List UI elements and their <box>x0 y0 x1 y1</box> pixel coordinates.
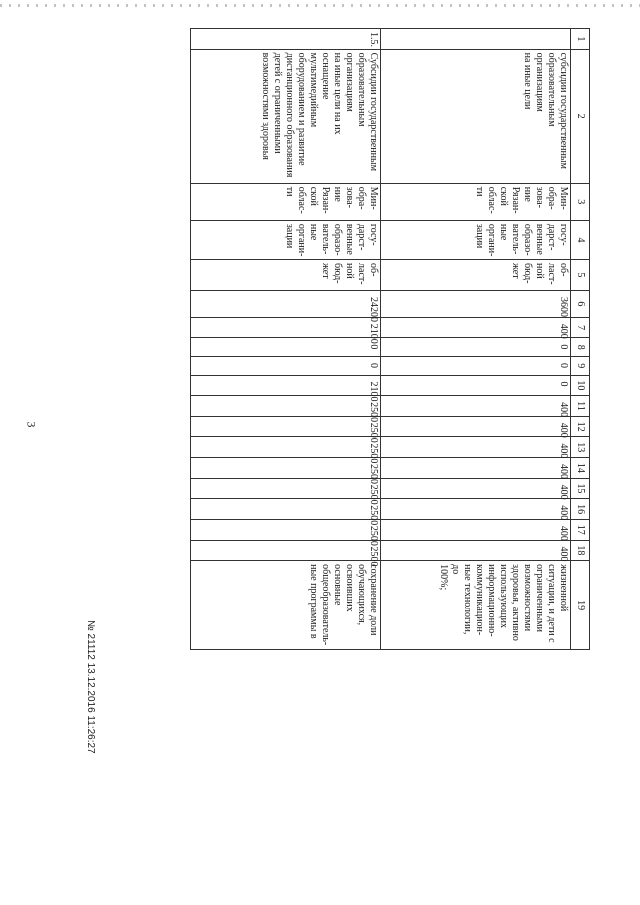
value-cell: 400 <box>381 458 571 479</box>
value-cell: 0 <box>381 338 571 357</box>
value-cell: 2500 <box>191 416 381 437</box>
value-cell: 0 <box>191 338 381 357</box>
table-cell-c4: госу- дарст- венные образо- ватель- ные органи- зации <box>191 220 381 259</box>
value-cell: 400 <box>381 478 571 499</box>
budget-table <box>190 28 590 650</box>
value-cell: 2500 <box>191 499 381 520</box>
column-header: 12 <box>571 416 590 437</box>
page-number: 3 <box>24 421 39 428</box>
value-cell: 3600 <box>381 290 571 317</box>
column-header: 4 <box>571 220 590 259</box>
column-header: 18 <box>571 540 590 561</box>
column-header: 17 <box>571 519 590 540</box>
column-header: 13 <box>571 437 590 458</box>
value-cell: 400 <box>381 416 571 437</box>
value-cell: 2500 <box>191 396 381 417</box>
table-cell-c5: об- ласт- ной бюд- жет <box>381 260 571 291</box>
table-cell-c19: жизненной ситуации, и дети с ограниченными возможностями здоровья, активно использующих информационно- коммуникацион- ные технологии, до 100%; <box>381 561 571 650</box>
value-cell: 0 <box>381 375 571 396</box>
header-row <box>571 29 590 650</box>
column-header: 14 <box>571 458 590 479</box>
value-cell: 24200 <box>191 290 381 317</box>
value-cell: 2100 <box>191 375 381 396</box>
table-cell-c2: субсидии государственным образовательным организациям на иные цели <box>381 49 571 183</box>
column-header: 11 <box>571 396 590 417</box>
table-row <box>381 29 571 650</box>
table-cell-c5: об- ласт- ной бюд- жет <box>191 260 381 291</box>
value-cell: 400 <box>381 437 571 458</box>
scan-edge-dots <box>0 4 640 7</box>
table-cell-c19: сохранение доли обучающихся, освоивших основные общеобразователь- ные программы в <box>191 561 381 650</box>
document-stamp-text: № 21112 13.12.2016 11:26:27 <box>85 620 96 754</box>
table-cell-c1 <box>381 29 571 50</box>
column-header: 3 <box>571 183 590 220</box>
value-cell: 400 <box>381 540 571 561</box>
value-cell: 0 <box>191 356 381 375</box>
column-header: 6 <box>571 290 590 317</box>
column-header: 19 <box>571 561 590 650</box>
column-header: 8 <box>571 338 590 357</box>
value-cell: 2500 <box>191 478 381 499</box>
table-cell-c3: Мин- обра- зова- ние Рязан- ской облас- ти <box>381 183 571 220</box>
column-header: 9 <box>571 356 590 375</box>
table-cell-c2: Субсидии государственным образовательным организациям на иные цели на их оснащение мультимедийным оборудованием и развитие дистанционного образования детей с ограниченными возможностями здоровья <box>191 49 381 183</box>
value-cell: 400 <box>381 317 571 338</box>
table-cell-c1: 1.5. <box>191 29 381 50</box>
value-cell: 400 <box>381 499 571 520</box>
value-cell: 2500 <box>191 519 381 540</box>
value-cell: 0 <box>381 356 571 375</box>
column-header: 16 <box>571 499 590 520</box>
column-header: 2 <box>571 49 590 183</box>
rotated-table-wrapper <box>45 28 590 650</box>
column-header: 1 <box>571 29 590 50</box>
value-cell: 400 <box>381 396 571 417</box>
value-cell: 2500 <box>191 540 381 561</box>
table-row <box>191 29 381 650</box>
column-header: 7 <box>571 317 590 338</box>
value-cell: 2100 <box>191 317 381 338</box>
value-cell: 400 <box>381 519 571 540</box>
column-header: 5 <box>571 260 590 291</box>
value-cell: 2500 <box>191 458 381 479</box>
value-cell: 2500 <box>191 437 381 458</box>
table-cell-c4: госу- дарст- венные образо- ватель- ные органи- зации <box>381 220 571 259</box>
column-header: 15 <box>571 478 590 499</box>
column-header: 10 <box>571 375 590 396</box>
table-cell-c3: Мин- обра- зова- ние Рязан- ской облас- ти <box>191 183 381 220</box>
